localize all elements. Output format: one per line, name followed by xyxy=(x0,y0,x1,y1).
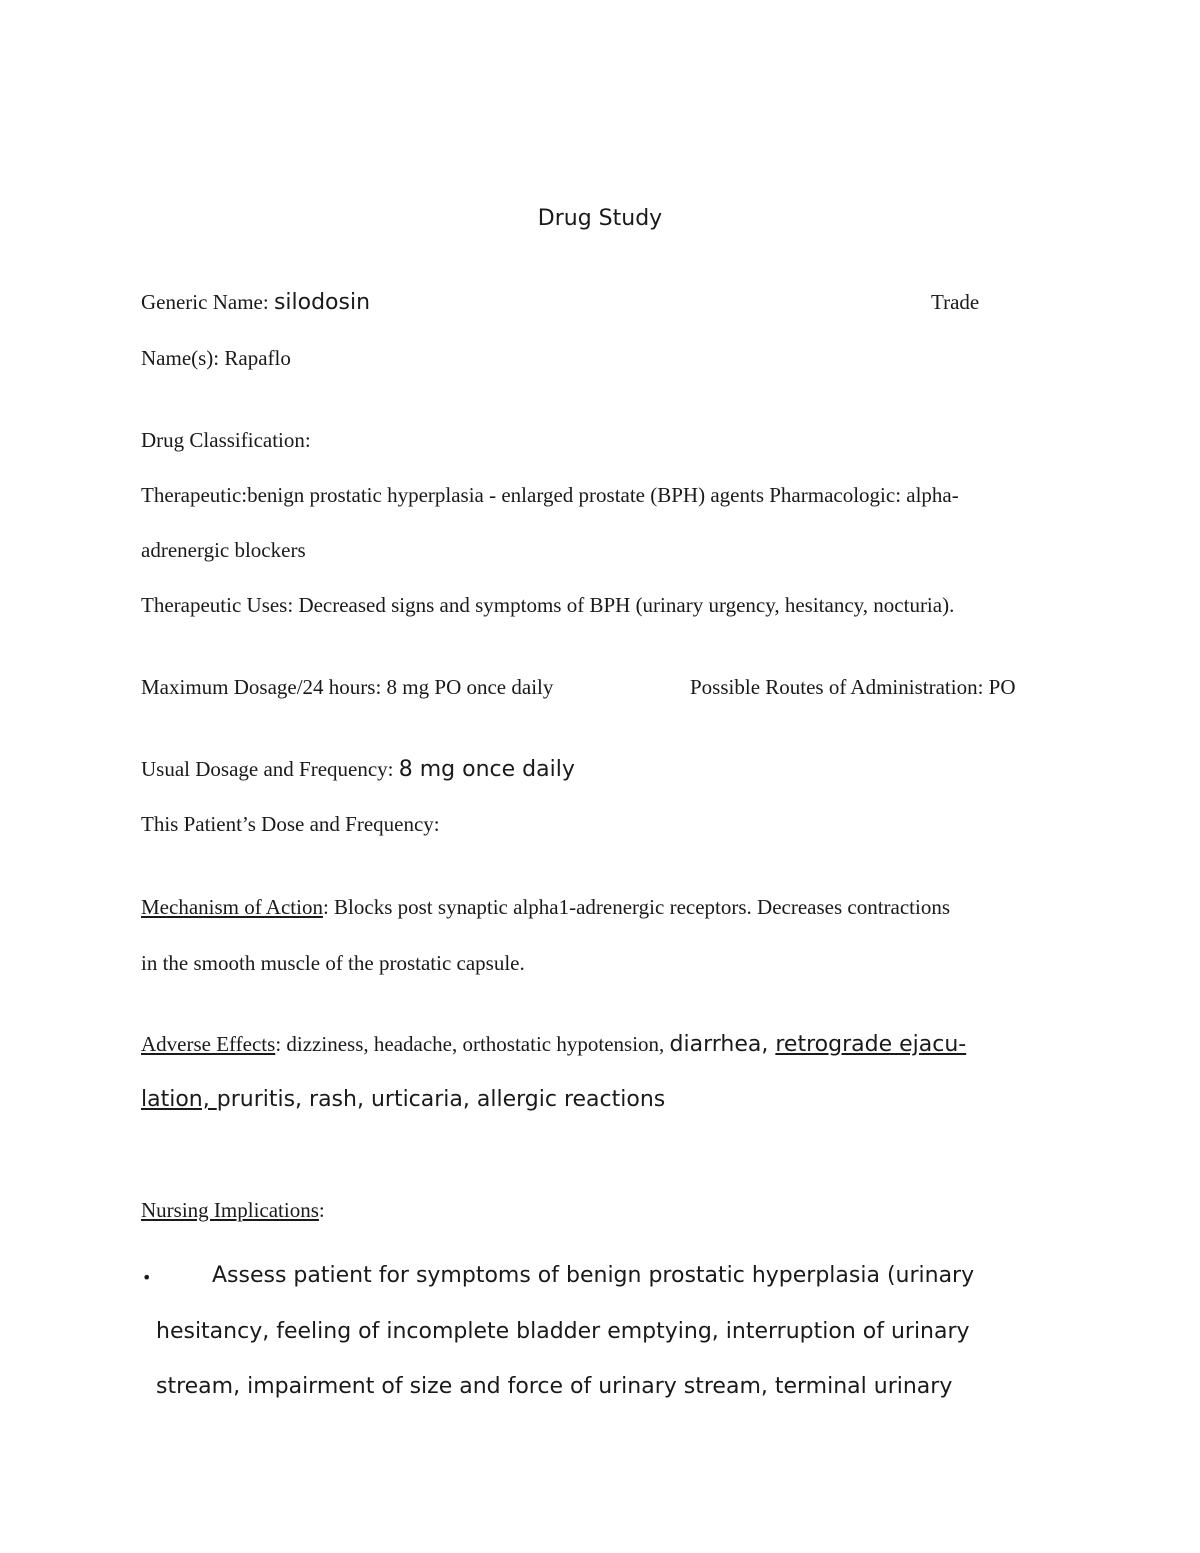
nursing-heading: Nursing Implications xyxy=(141,1198,319,1222)
usual-dosage-line xyxy=(141,757,575,782)
generic-name-value: silodosin xyxy=(273,290,371,315)
adverse-line-1 xyxy=(141,1032,966,1057)
trade-name-label-end: Name(s): xyxy=(141,346,225,370)
nursing-item-1-line-1: Assess patient for symptoms of benign prostatic hyperplasia (urinary xyxy=(212,1263,975,1288)
nursing-item-1-line-2: hesitancy, feeling of incomplete bladder emptying, interruption of urinary xyxy=(156,1319,970,1344)
document-title: Drug Study xyxy=(537,206,663,231)
mechanism-label: Mechanism of Action xyxy=(141,895,323,919)
trade-name-label-start: Trade xyxy=(931,290,980,314)
adverse-underlined-part-1: retrograde ejacu- xyxy=(775,1032,967,1057)
adverse-sans-part: diarrhea, xyxy=(669,1032,776,1057)
patient-dose: This Patient’s Dose and Frequency: xyxy=(141,812,440,836)
usual-dosage-value: 8 mg once daily xyxy=(398,757,575,782)
therapeutic-line-2: adrenergic blockers xyxy=(141,538,306,562)
mechanism-text-1: : Blocks post synaptic alpha1-adrenergic receptors. Decreases contractions xyxy=(322,895,951,919)
adverse-label: Adverse Effects xyxy=(141,1032,276,1056)
generic-name-label: Generic Name: xyxy=(141,290,274,314)
adverse-serif-part: : dizziness, headache, orthostatic hypotension, xyxy=(275,1032,670,1056)
classification-heading: Drug Classification: xyxy=(141,428,311,452)
therapeutic-uses: Therapeutic Uses: Decreased signs and symptoms of BPH (urinary urgency, hesitancy, nocturia). xyxy=(141,593,955,617)
nursing-heading-suffix: : xyxy=(318,1198,325,1222)
nursing-heading-line xyxy=(141,1198,325,1222)
adverse-underlined-part-2: lation, xyxy=(141,1087,217,1112)
mechanism-line-2: in the smooth muscle of the prostatic capsule. xyxy=(141,951,525,975)
therapeutic-line-1: Therapeutic:benign prostatic hyperplasia - enlarged prostate (BPH) agents Pharmacologic: alpha- xyxy=(141,483,959,507)
generic-name-line xyxy=(141,290,370,315)
trade-name-line xyxy=(141,346,291,370)
bullet-icon: • xyxy=(142,1268,152,1287)
mechanism-line-1 xyxy=(141,895,950,919)
nursing-item-1-line-3: stream, impairment of size and force of urinary stream, terminal urinary xyxy=(156,1374,953,1399)
max-dosage: Maximum Dosage/24 hours: 8 mg PO once daily xyxy=(141,675,554,699)
routes-of-administration: Possible Routes of Administration: PO xyxy=(690,675,1016,699)
adverse-rest: pruritis, rash, urticaria, allergic reactions xyxy=(216,1087,666,1112)
trade-name-value: Rapaflo xyxy=(224,346,291,370)
usual-dosage-label: Usual Dosage and Frequency: xyxy=(141,757,399,781)
adverse-line-2 xyxy=(141,1087,665,1112)
